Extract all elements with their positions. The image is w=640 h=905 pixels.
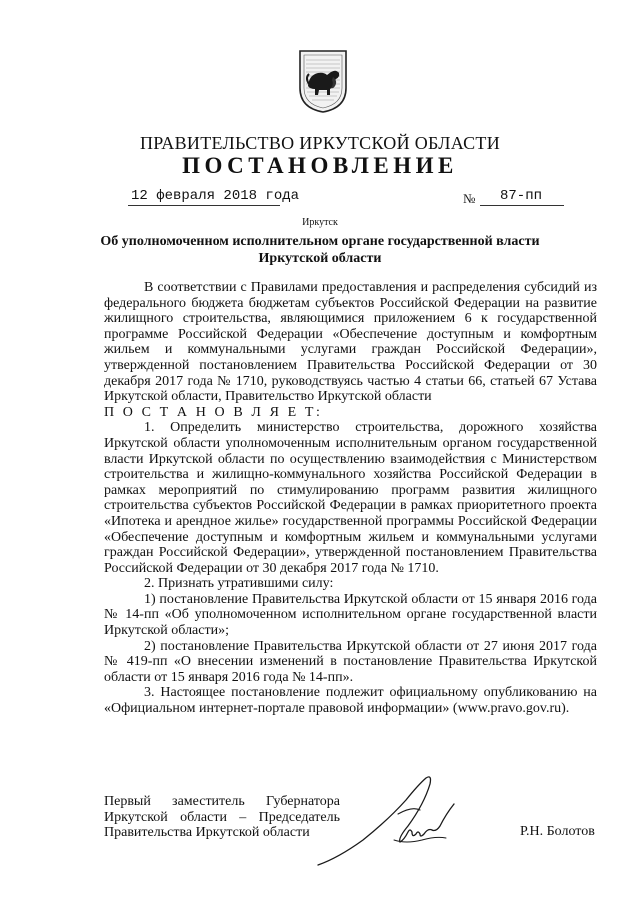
- document-number: 87-пп: [500, 188, 543, 204]
- position-line: Правительства Иркутской области: [104, 825, 310, 841]
- paragraph-2-item-2: 2) постановление Правительства Иркутской области от 27 июня 2017 года № 419-пп «О внесении изменений в постановление Правительства Иркутской области от 15 января 2016 года № 14-пп».: [104, 638, 597, 685]
- government-title: ПРАВИТЕЛЬСТВО ИРКУТСКОЙ ОБЛАСТИ: [139, 133, 501, 153]
- document-date: 12 февраля 2018 года: [131, 188, 300, 204]
- position-line: Иркутской области – Председатель: [104, 809, 340, 825]
- number-sign: №: [463, 191, 476, 206]
- signatory-name: Р.Н. Болотов: [520, 824, 595, 839]
- paragraph-2: 2. Признать утратившими силу:: [144, 576, 334, 592]
- subject-line: Иркутской области: [258, 251, 382, 266]
- preamble-paragraph: В соответствии с Правилами предоставления и распределения субсидий из федерального бюджета бюджетам субъектов Российской Федерации на развитие жилищного строительства, являющимися приложением 6 к государственной программе Российской Федерации «Обеспечение доступным и комфортным жильем и коммунальными услугами граждан Российской Федерации», утвержденной постановлением Правительства Российской Федерации от 30 декабря 2017 года № 1710, руководствуясь частью 4 статьи 66, статьей 67 Устава Иркутской области, Правительство Иркутской области: [104, 280, 597, 405]
- handwritten-signature: [308, 770, 468, 870]
- document-city: Иркутск: [302, 217, 338, 228]
- number-underline: [480, 205, 564, 206]
- subject-line: Об уполномоченном исполнительном органе государственной власти: [100, 234, 540, 249]
- paragraph-1: 1. Определить министерство строительства, дорожного хозяйства Иркутской области уполномоченным исполнительным органом государственной власти Иркутской области по осуществлению взаимодействия с Министерством строительства и жилищно-коммунального хозяйства Российской Федерации в рамках мероприятий по стимулированию программ развития жилищного строительства субъектов Российской Федерации в рамках приоритетного проекта «Ипотека и арендное жилье» государственной программы Российской Федерации «Обеспечение доступным и комфортным жильем и коммунальными услугами граждан Российской Федерации», утвержденной постановлением Правительства Российской Федерации от 30 декабря 2017 года № 1710.: [104, 420, 597, 576]
- decree-word: П О С Т А Н О В Л Я Е Т:: [104, 404, 323, 420]
- paragraph-2-item-1: 1) постановление Правительства Иркутской области от 15 января 2016 года № 14-пп «Об уполномоченном исполнительном органе государственной власти Иркутской области»;: [104, 591, 597, 639]
- document-type: ПОСТАНОВЛЕНИЕ: [182, 153, 458, 178]
- paragraph-3: 3. Настоящее постановление подлежит официальному опубликованию на «Официальном интернет-портале правовой информации» (www.pravo.gov.ru).: [104, 685, 597, 717]
- position-line: Первый заместитель Губернатора: [104, 794, 340, 809]
- date-underline: [128, 205, 280, 206]
- document-body: [104, 280, 597, 717]
- signatory-position: [104, 794, 340, 841]
- coat-of-arms-icon: [297, 48, 349, 114]
- document-subject: [100, 233, 540, 267]
